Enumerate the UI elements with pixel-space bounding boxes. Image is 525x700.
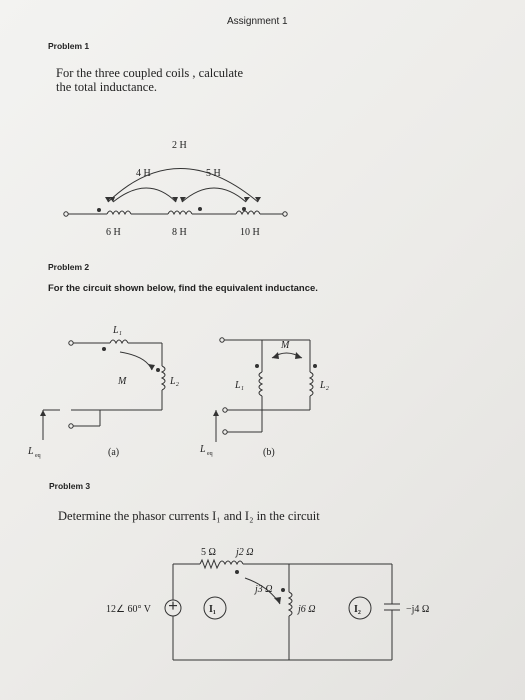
p2b-label-l1: L₁ [235,380,245,391]
p2a-label-leq: L [28,446,34,457]
problem1-text-line1: For the three coupled coils , calculate [56,66,244,80]
problem3-title: Problem 3 [49,481,91,491]
p1-label-m23: 5 H [206,168,221,179]
p1-label-l1: 6 H [106,227,121,238]
p3-label-xm: j3 Ω [255,584,273,595]
p3-label-xc: −j4 Ω [406,604,430,615]
p1-label-l3: 10 H [240,227,260,238]
p2b-label-leq: L [200,444,206,455]
p2a-label-l2: L₂ [170,376,180,387]
p3-label-i1: I₁ [209,604,216,615]
p1-label-m13: 2 H [172,140,187,151]
p2a-label-a: (a) [108,447,120,458]
p2a-label-l1: L₁ [113,325,123,336]
p3-label-r: 5 Ω [201,547,216,558]
problem1-title: Problem 1 [48,41,90,51]
p1-label-l2: 8 H [172,227,187,238]
p2a-label-leq-sub: eq [35,453,41,459]
p2b-label-m: M [281,340,290,351]
problem2-text: For the circuit shown below, find the equivalent inductance. [48,283,318,294]
problem1-text-line2: the total inductance. [56,80,158,94]
p3-label-source: 12∠ 60° V [106,604,152,615]
assignment-title: Assignment 1 [227,16,288,27]
problem3-text: Determine the phasor currents I₁ and I₂ in the circuit [58,509,320,523]
p1-label-m12: 4 H [136,168,151,179]
p2b-label-l2: L₂ [320,380,330,391]
p3-label-xl1: j2 Ω [236,547,254,558]
p3-label-xl2: j6 Ω [298,604,316,615]
problem2-title: Problem 2 [48,262,90,272]
p2a-label-m: M [118,376,127,387]
p2b-label-b: (b) [263,447,275,458]
p3-label-i2: I₂ [354,604,361,615]
p2b-label-leq-sub: eq [207,451,213,457]
